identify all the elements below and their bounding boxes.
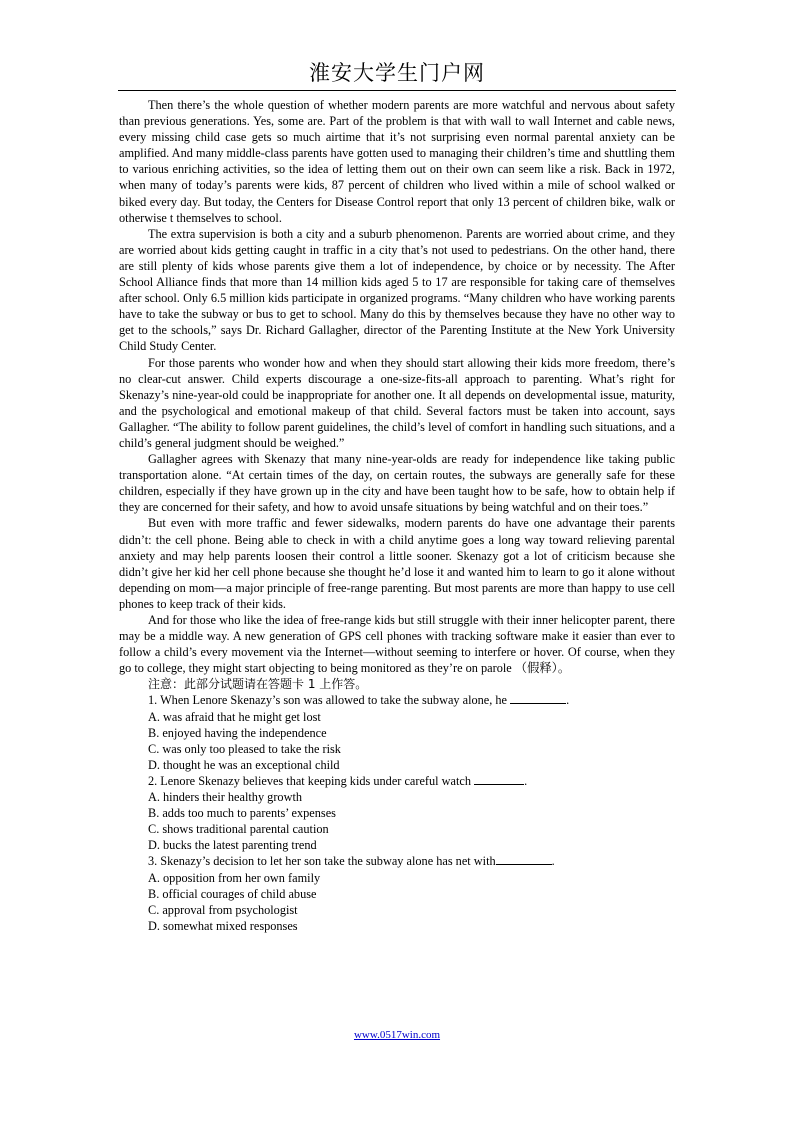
paragraph: And for those who like the idea of free-range kids but still struggle with their inner helicopter parent, there may be a middle way. A new generation of GPS cell phones with tracking software make it easier than ever to follow a child’s every movement via the Internet—without seeming to interfere or hover. Of course, when they go to college, they might start objecting to being monitored as they’re on parole （假释）。	[119, 613, 675, 676]
question-stem-end: .	[566, 693, 570, 708]
footer-website-link[interactable]: www.0517win.com	[353, 1029, 441, 1041]
option: C. approval from psychologist	[148, 902, 298, 917]
page-header-title: 淮安大学生门户网	[309, 61, 485, 85]
page-footer	[0, 1029, 794, 1041]
option: C. shows traditional parental caution	[148, 822, 329, 837]
option: A. was afraid that he might get lost	[148, 709, 321, 724]
answer-blank	[496, 854, 552, 865]
question-stem	[119, 773, 675, 789]
question-stem-text: 1. When Lenore Skenazy’s son was allowed to take the subway alone, he	[148, 693, 508, 708]
paragraph: Then there’s the whole question of whether modern parents are more watchful and nervous about safety than previous generations. Yes, some are. Part of the problem is that with wall to wall Internet and cable news, every missing child case gets so much airtime that it’s not surprising even normal parental anxiety can be amplified. And many middle-class parents have gotten used to managing their children’s time and shuttling them to various enriching activities, so the idea of letting them out on their own can seem like a risk. Back in 1972, when many of today’s parents were kids, 87 percent of children who lived within a mile of school walked or biked every day. But today, the Centers for Disease Control report that only 13 percent of children bike, walk or otherwise t themselves to school.	[119, 98, 675, 225]
question-block-3	[119, 853, 675, 933]
question-stem-text: 3. Skenazy’s decision to let her son take the subway alone has net with	[148, 854, 496, 869]
question-block-1	[119, 692, 675, 772]
option: C. was only too pleased to take the risk	[148, 741, 341, 756]
paragraph: Gallagher agrees with Skenazy that many nine-year-olds are ready for independence like taking public transportation alone. “At certain times of the day, on certain routes, the subways are generally safe for these children, especially if they have grown up in the city and have been taught how to be safe, how to obtain help if they are concerned for their safety, and how to avoid unsafe situations by being watchful and on their toes.”	[119, 452, 675, 515]
question-stem-end: .	[551, 854, 555, 869]
question-stem	[119, 692, 675, 708]
header-divider	[118, 90, 676, 91]
option: A. opposition from her own family	[148, 870, 321, 885]
answer-sheet-note: 注意：此部分试题请在答题卡 1 上作答。	[148, 677, 368, 692]
paragraph: The extra supervision is both a city and a suburb phenomenon. Parents are worried about crime, and they are worried about kids getting caught in traffic in a city that’s not used to pedestrians. On the other hand, there are still plenty of kids whose parents give them a lot of independence, by choice or by necessity. The After School Alliance finds that more than 14 million kids aged 5 to 17 are responsible for taking care of themselves after school. Only 6.5 million kids participate in organized programs. “Many children who have working parents have to take the subway or bus to get to school. Many do this by themselves because they have no other way to get to the schools,” says Dr. Richard Gallagher, director of the Parenting Institute at the New York University Child Study Center.	[119, 226, 675, 354]
question-stem	[119, 853, 675, 869]
paragraph: But even with more traffic and fewer sidewalks, modern parents do have one advantage their parents didn’t: the cell phone. Being able to check in with a child anytime goes a long way toward relieving parental anxiety and may help parents loosen their control a little sooner. Skenazy got a lot of criticism because she didn’t give her kid her cell phone because she thought he’d lose it and wanted him to learn to go it alone without depending on mom—a major principle of free-range parenting. But most parents are more than happy to use cell phones to keep track of their kids.	[119, 516, 675, 611]
option: D. thought he was an exceptional child	[148, 757, 340, 772]
option: B. enjoyed having the independence	[148, 725, 327, 740]
question-stem-text: 2. Lenore Skenazy believes that keeping kids under careful watch	[148, 773, 472, 788]
answer-blank	[510, 693, 566, 704]
option: A. hinders their healthy growth	[148, 790, 303, 805]
paragraph: For those parents who wonder how and when they should start allowing their kids more freedom, there’s no clear-cut answer. Child experts discourage a one-size-fits-all approach to parenting. What’s right for Skenazy’s nine-year-old could be inappropriate for another one. It all depends on developmental issue, maturity, and the psychological and emotional makeup of that child. Several factors must be taken into account, says Gallagher. “The ability to follow parent guidelines, the child’s level of comfort in handling such situations, and a child’s general judgment should be weighed.”	[119, 355, 675, 450]
option: B. official courages of child abuse	[148, 886, 317, 901]
option: D. somewhat mixed responses	[148, 918, 298, 933]
answer-blank	[474, 774, 524, 785]
question-stem-end: .	[524, 773, 528, 788]
article-body	[119, 97, 675, 934]
question-block-2	[119, 773, 675, 853]
option: B. adds too much to parents’ expenses	[148, 806, 336, 821]
option: D. bucks the latest parenting trend	[148, 838, 317, 853]
